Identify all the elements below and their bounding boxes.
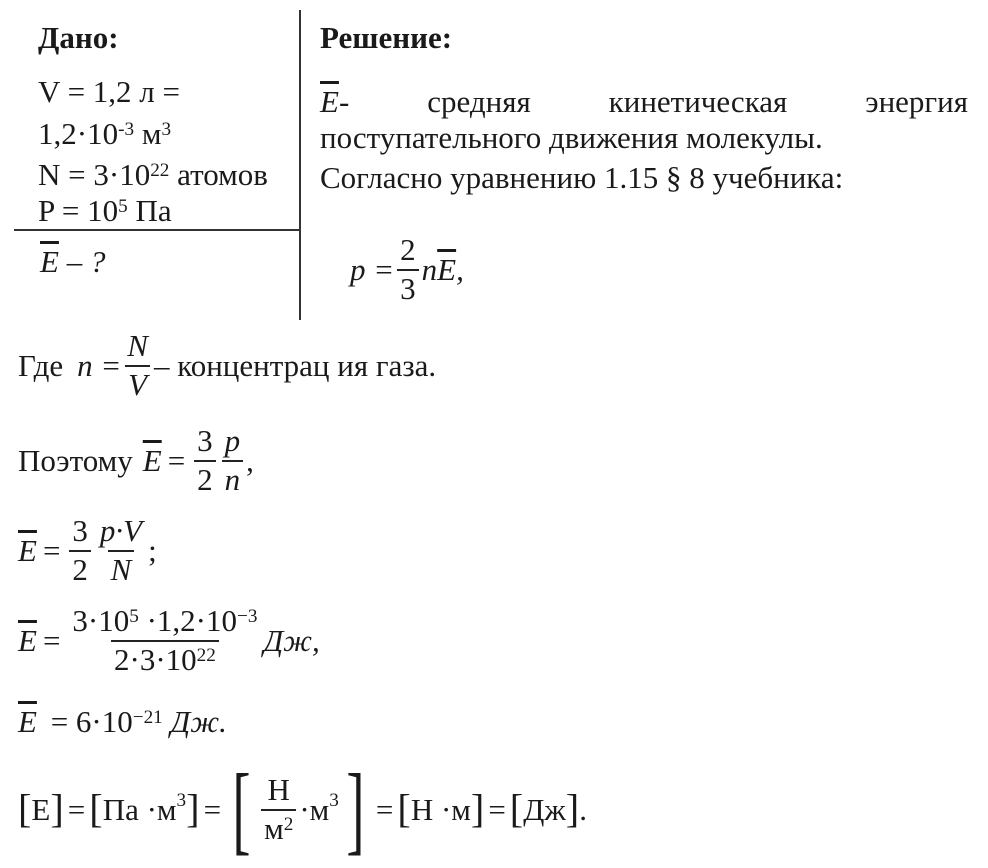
u-m-exp: 3 <box>329 790 339 812</box>
u-bracket-open-1: [ <box>18 786 32 832</box>
solution-energy-symbol: $\overline{E}$ <box>320 84 339 119</box>
thus-prefix: Поэтому <box>18 443 133 479</box>
thus-tail: , <box>246 443 254 479</box>
u-pa-exp: 3 <box>176 790 187 812</box>
e3-E: $\overline{E}$ <box>18 623 37 659</box>
thus-frac-den: n <box>222 460 244 497</box>
e3-num-a: 3·10 <box>72 603 130 638</box>
equation-pressure <box>350 234 464 305</box>
e2-coef-den: 2 <box>69 550 91 587</box>
given-volume-base: 1,2·10 <box>38 116 119 151</box>
given-pressure-line <box>38 195 172 226</box>
u-m: ·м <box>299 792 330 828</box>
solution-line2: поступательного движения молекулы. <box>320 120 823 155</box>
solution-word-2: кинетическая <box>608 84 788 119</box>
eq1-num: 2 <box>400 232 416 267</box>
solution-word-3: энергия <box>865 84 968 119</box>
equation-2 <box>18 515 157 586</box>
solution-title: Решение: <box>320 20 453 55</box>
u-frac-den <box>261 809 296 846</box>
e2-eq: = <box>42 533 61 569</box>
u-frac-num: Н <box>267 772 290 808</box>
u-dzh: Дж <box>523 792 566 828</box>
given-find-divider <box>14 229 300 231</box>
u-bracket-open-2: [ <box>89 786 103 832</box>
solution-dash: - <box>338 84 350 119</box>
given-volume-exp: -3 <box>118 119 135 141</box>
given-count-exp: 22 <box>150 160 170 182</box>
thus-E: $\overline{E}$ <box>142 443 162 479</box>
eq1-tail: , <box>456 252 464 288</box>
given-volume-line1: V = 1,2 л = <box>38 74 181 109</box>
where-text: – концентрац ия газа. <box>153 348 437 384</box>
equation-4 <box>18 706 227 737</box>
u-bracket-open-5: [ <box>509 786 524 832</box>
e2-coef-num: 3 <box>72 513 88 548</box>
u-frac <box>261 774 296 845</box>
e4-E: $\overline{E}$ <box>18 704 37 739</box>
u-eq3: = <box>375 792 394 828</box>
u-frac-den-base: м <box>264 810 284 846</box>
e4-exp: −21 <box>132 707 163 729</box>
e4-val: = 6·10 <box>50 704 133 739</box>
where-num: N <box>127 328 148 363</box>
given-pressure-base: P = 10 <box>38 193 119 228</box>
thus-eq: = <box>167 443 186 479</box>
u-nm: Н ·м <box>410 792 471 828</box>
solution-word-1: средняя <box>427 84 531 119</box>
u-bracket-open-4: [ <box>397 786 411 832</box>
u-bracket-close-4: ] <box>470 786 485 832</box>
e2-frac-den: N <box>108 550 135 587</box>
eq1-den: 3 <box>397 269 419 306</box>
e3-unit: Дж, <box>263 623 320 659</box>
given-count-line <box>38 159 268 190</box>
e2-frac <box>97 515 145 586</box>
where-prefix: Где <box>18 348 64 384</box>
e4-unit: Дж. <box>170 704 227 739</box>
find-symbol: $\overline{E}$ <box>40 244 59 279</box>
u-bracket-close-5: ] <box>565 786 580 832</box>
given-pressure-exp: 5 <box>118 196 128 218</box>
thus-line <box>18 425 254 496</box>
given-count-unit: атомов <box>169 157 268 192</box>
u-eq4: = <box>488 792 506 828</box>
u-bracket-close-1: ] <box>50 786 64 832</box>
given-count-base: N = 3·10 <box>38 157 151 192</box>
where-den: V <box>125 365 150 402</box>
eq1-lhs: p = <box>350 252 395 288</box>
e3-frac-num <box>69 605 260 640</box>
given-volume-unit-exp: 3 <box>161 119 172 141</box>
u-eq1: = <box>67 792 86 828</box>
solution-line1 <box>320 86 968 117</box>
e2-E: $\overline{E}$ <box>18 533 37 569</box>
eq1-n: n <box>421 252 438 288</box>
thus-coef-den: 2 <box>194 460 216 497</box>
given-volume-line2 <box>38 118 171 149</box>
u-lhs: Е <box>31 792 51 828</box>
thus-coef <box>194 425 216 496</box>
u-bracket-close-2: ] <box>186 786 200 832</box>
u-tail: . <box>579 792 587 828</box>
find-rest: – ? <box>58 244 106 279</box>
where-fraction <box>124 330 151 401</box>
given-solution-divider <box>299 10 301 320</box>
e3-num-a-exp: 5 <box>129 606 139 628</box>
u-bracket-open-3: [ <box>232 755 251 864</box>
where-n: n = <box>77 348 122 384</box>
e2-coef <box>69 515 91 586</box>
e3-eq: = <box>42 623 61 659</box>
units-check <box>18 755 587 864</box>
eq1-E: $\overline{E}$ <box>437 252 457 288</box>
e3-num-b-exp: −3 <box>237 606 258 628</box>
u-bracket-close-3: ] <box>346 755 365 864</box>
equation-3 <box>18 605 320 676</box>
solution-line3: Согласно уравнению 1.15 § 8 учебника: <box>320 160 844 195</box>
e3-frac-den <box>111 640 219 677</box>
e3-den-a: 2·3·10 <box>114 641 197 677</box>
u-eq2: = <box>203 792 222 828</box>
e3-frac <box>69 605 260 676</box>
given-title: Дано: <box>38 20 119 55</box>
thus-coef-num: 3 <box>197 423 213 458</box>
e2-tail: ; <box>148 533 157 569</box>
e2-frac-num: p·V <box>99 513 143 548</box>
e3-num-b: ·1,2·10 <box>138 603 238 638</box>
where-line <box>18 330 436 401</box>
find-line <box>40 246 105 277</box>
given-pressure-unit: Па <box>127 193 172 228</box>
u-pa: Па ·м <box>102 792 177 828</box>
given-volume-unit: м <box>134 116 162 151</box>
u-frac-den-exp: 2 <box>283 813 294 835</box>
e3-den-a-exp: 22 <box>196 644 216 666</box>
eq1-fraction <box>397 234 419 305</box>
thus-frac-num: p <box>224 423 241 458</box>
thus-frac <box>222 425 244 496</box>
